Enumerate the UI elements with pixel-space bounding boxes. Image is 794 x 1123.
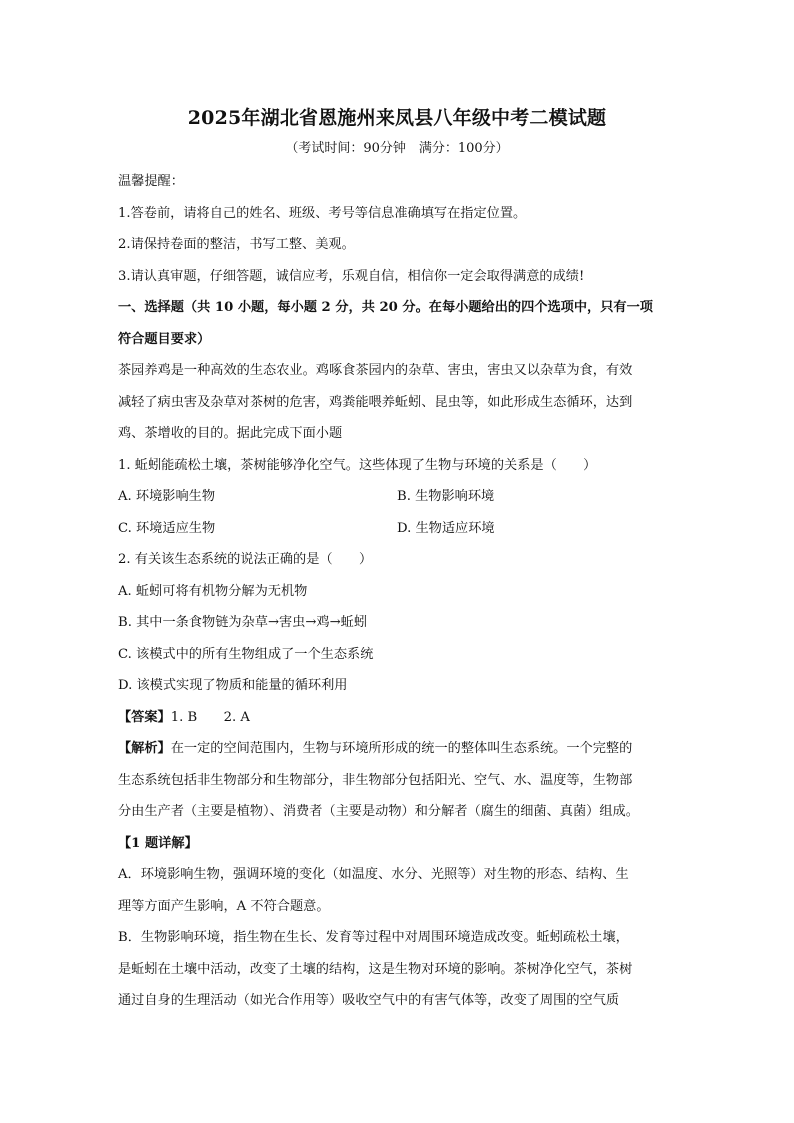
option-a: A. 环境影响生物: [118, 489, 216, 504]
page-title: 2025年湖北省恩施州来凤县八年级中考二模试题: [187, 107, 607, 129]
option-b: B. 生物影响环境: [397, 489, 495, 504]
question-1-options-row: [118, 481, 676, 513]
detail-line: A．环境影响生物，强调环境的变化（如温度、水分、光照等）对生物的形态、结构、生: [118, 867, 629, 882]
detail-line: 通过自身的生理活动（如光合作用等）吸收空气中的有害气体等，改变了周围的空气质: [118, 993, 620, 1008]
option-a: A. 蚯蚓可将有机物分解为无机物: [118, 583, 308, 599]
option-d: D. 生物适应环境: [397, 520, 495, 536]
analysis-line: 分由生产者（主要是植物）、消费者（主要是动物）和分解者（腐生的细菌、真菌）组成。: [118, 804, 639, 819]
passage-line: 茶园养鸡是一种高效的生态农业。鸡啄食茶园内的杂草、害虫，害虫又以杂草为食，有效: [118, 363, 633, 378]
analysis-line: 生态系统包括非生物部分和生物部分，非生物部分包括阳光、空气、水、温度等，生物部: [118, 772, 633, 788]
answer-label: 【答案】: [118, 709, 171, 725]
detail-line: 是蚯蚓在土壤中活动，改变了土壤的结构，这是生物对环境的影响。茶树净化空气，茶树: [118, 961, 633, 977]
option-b: B. 其中一条食物链为杂草→害虫→鸡→蚯蚓: [118, 615, 368, 630]
tip-item: 3.请认真审题，仔细答题，诚信应考，乐观自信，相信你一定会取得满意的成绩!: [118, 268, 585, 284]
option-d: D. 该模式实现了物质和能量的循环利用: [118, 678, 348, 693]
question-2-stem: 2. 有关该生态系统的说法正确的是（ ）: [118, 552, 373, 567]
detail-line: 理等方面产生影响，A 不符合题意。: [118, 898, 330, 914]
passage-line: 鸡、茶增收的目的。据此完成下面小题: [118, 426, 343, 441]
tip-item: 2.请保持卷面的整洁，书写工整、美观。: [118, 237, 355, 252]
analysis-label: 【解析】: [118, 741, 171, 756]
answer-line: [118, 702, 676, 734]
option-c: C. 该模式中的所有生物组成了一个生态系统: [118, 646, 374, 662]
analysis-text: 在一定的空间范围内，生物与环境所形成的统一的整体叫生态系统。一个完整的: [170, 741, 633, 756]
passage-line: 减轻了病虫害及杂草对茶树的危害，鸡粪能喂养蚯蚓、昆虫等，如此形成生态循环，达到: [118, 394, 633, 410]
section-heading: 符合题目要求）: [118, 331, 211, 347]
tips-heading: 温馨提醒：: [118, 174, 184, 189]
section-heading: 一、选择题（共 10 小题，每小题 2 分，共 20 分。在每小题给出的四个选项中，只有一项: [118, 300, 653, 315]
tip-item: 1.答卷前，请将自己的姓名、班级、考号等信息准确填写在指定位置。: [118, 205, 527, 221]
detail-line: B．生物影响环境，指生物在生长、发育等过程中对周围环境造成改变。蚯蚓疏松土壤，: [118, 930, 629, 945]
answer-text: 1. B 2. A: [170, 709, 250, 725]
exam-info: （考试时间：90分钟 满分：100分）: [285, 141, 509, 156]
analysis-line: [118, 733, 676, 765]
option-c: C. 环境适应生物: [118, 520, 216, 536]
detail-label: 【1 题详解】: [118, 835, 198, 851]
question-1-stem: 1. 蚯蚓能疏松土壤，茶树能够净化空气。这些体现了生物与环境的关系是（ ）: [118, 457, 597, 473]
question-1-options-row: [118, 513, 676, 545]
